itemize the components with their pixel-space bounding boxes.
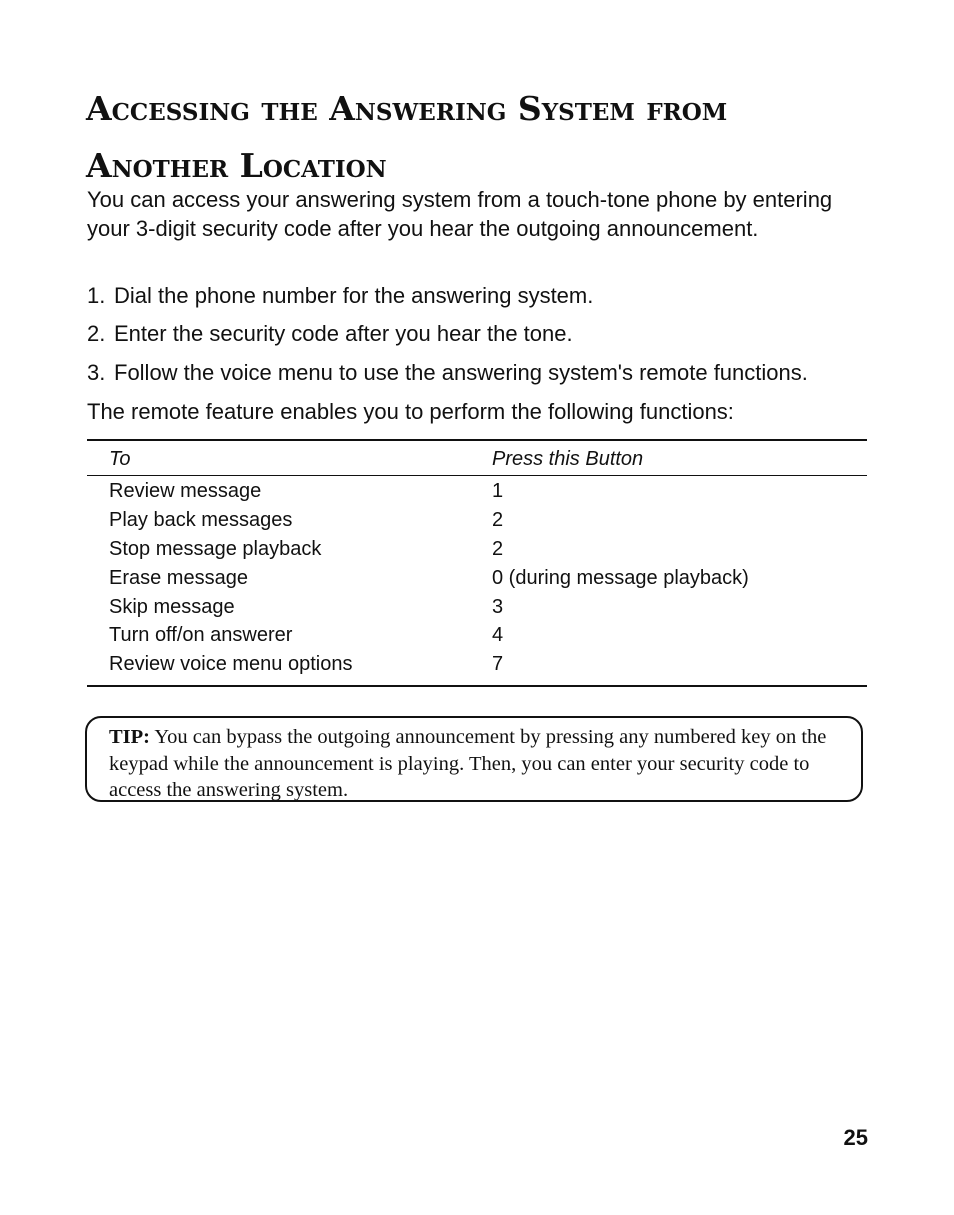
column-header-to: To <box>109 448 131 470</box>
step-item <box>87 359 887 387</box>
step-item <box>87 282 887 310</box>
table-cell-function: Stop message playback <box>109 538 322 560</box>
tip-body: You can bypass the outgoing announcement by pressing any numbered key on the keypad while the announcement is playing. Then, you can enter your security code to access the answering system. <box>109 726 827 801</box>
remote-functions-table <box>87 439 867 687</box>
column-header-press-button: Press this Button <box>492 448 644 470</box>
table-header-row <box>87 441 867 476</box>
step-text: Enter the security code after you hear the tone. <box>114 321 573 346</box>
tip-text <box>109 724 849 804</box>
table-cell-function: Turn off/on answerer <box>109 624 293 646</box>
step-item <box>87 320 887 348</box>
step-number: 1. <box>87 283 106 308</box>
page-number: 25 <box>843 1125 868 1150</box>
table-row <box>87 650 867 679</box>
page-title: Accessing the Answering System from Another Location <box>86 89 728 185</box>
table-cell-function: Erase message <box>109 567 248 589</box>
step-text: Dial the phone number for the answering system. <box>114 283 594 308</box>
table-row <box>87 506 867 535</box>
table-cell-button: 2 <box>492 538 504 560</box>
table-row <box>87 477 867 506</box>
step-text: Follow the voice menu to use the answering system's remote functions. <box>114 360 808 385</box>
table-cell-function: Review voice menu options <box>109 653 353 675</box>
table-cell-function: Review message <box>109 480 262 502</box>
step-number: 2. <box>87 321 106 346</box>
tip-label: TIP: <box>109 726 150 748</box>
table-cell-button: 4 <box>492 624 504 646</box>
intro-paragraph: You can access your answering system from a touch-tone phone by entering your 3-digit security code after you hear the outgoing announcement. <box>87 187 833 241</box>
table-cell-function: Play back messages <box>109 509 293 531</box>
table-cell-function: Skip message <box>109 596 235 618</box>
step-number: 3. <box>87 360 106 385</box>
table-cell-button: 7 <box>492 653 504 675</box>
table-cell-button: 2 <box>492 509 504 531</box>
tip-box <box>85 716 863 802</box>
table-row <box>87 621 867 650</box>
table-row <box>87 535 867 564</box>
table-cell-button: 1 <box>492 480 504 502</box>
table-cell-button: 3 <box>492 596 504 618</box>
table-row <box>87 564 867 593</box>
remote-intro-paragraph: The remote feature enables you to perform the following functions: <box>87 399 734 424</box>
table-cell-button: 0 (during message playback) <box>492 567 749 589</box>
table-row <box>87 593 867 622</box>
